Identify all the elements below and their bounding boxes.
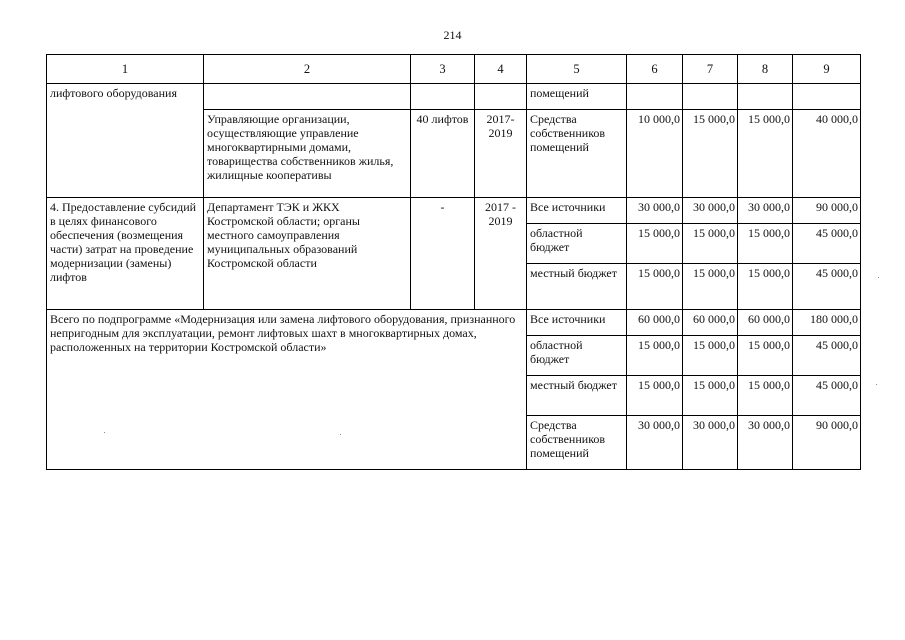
value-cell: [683, 84, 738, 110]
executor-cell: Департамент ТЭК и ЖКХ Костромской области; органы местного самоуправления муниципальных образований Костромской области: [204, 198, 411, 310]
value-cell: 15 000,0: [627, 376, 683, 416]
value-cell: [627, 84, 683, 110]
value-cell: 30 000,0: [683, 198, 738, 224]
value-cell: 45 000,0: [793, 336, 861, 376]
header-cell: 1: [47, 55, 204, 84]
value-cell: 30 000,0: [627, 198, 683, 224]
header-cell: 3: [411, 55, 475, 84]
source-cell: областной бюджет: [527, 224, 627, 264]
activity-cell: лифтового оборудования: [47, 84, 204, 198]
source-cell: Все источники: [527, 310, 627, 336]
value-cell: 15 000,0: [738, 224, 793, 264]
value-cell: 45 000,0: [793, 376, 861, 416]
value-cell: 15 000,0: [683, 376, 738, 416]
value-cell: 30 000,0: [627, 416, 683, 470]
table-row: [47, 310, 861, 336]
value-cell: 30 000,0: [683, 416, 738, 470]
funding-table: [46, 54, 861, 470]
value-cell: 15 000,0: [627, 264, 683, 310]
value-cell: 15 000,0: [738, 264, 793, 310]
value-cell: 60 000,0: [738, 310, 793, 336]
value-cell: 15 000,0: [738, 110, 793, 198]
page-number: 214: [443, 28, 462, 42]
value-cell: 60 000,0: [683, 310, 738, 336]
scan-speck: [104, 432, 105, 433]
value-cell: 15 000,0: [683, 224, 738, 264]
scan-speck: [878, 277, 879, 278]
value-cell: 15 000,0: [683, 336, 738, 376]
value-cell: 15 000,0: [627, 336, 683, 376]
subprogram-total-label: Всего по подпрограмме «Модернизация или замена лифтового оборудования, признанного непригодным для эксплуатации, ремонт лифтовых шахт в многоквартирных домах, расположенных на территории Костромской области»: [47, 310, 527, 470]
value-cell: 15 000,0: [627, 224, 683, 264]
source-cell: местный бюджет: [527, 376, 627, 416]
value-cell: 15 000,0: [683, 264, 738, 310]
value-cell: 90 000,0: [793, 416, 861, 470]
value-cell: 60 000,0: [627, 310, 683, 336]
value-cell: 45 000,0: [793, 264, 861, 310]
executor-cell: [204, 84, 411, 110]
volume-cell: 40 лифтов: [411, 110, 475, 198]
volume-cell: [411, 84, 475, 110]
table-row: [47, 84, 861, 110]
source-cell: Средства собственников помещений: [527, 416, 627, 470]
value-cell: [738, 84, 793, 110]
header-cell: 5: [527, 55, 627, 84]
value-cell: 15 000,0: [683, 110, 738, 198]
value-cell: 15 000,0: [738, 376, 793, 416]
header-cell: 9: [793, 55, 861, 84]
executor-cell: Управляющие организации, осуществляющие управление многоквартирными домами, товарищества собственников жилья, жилищные кооперативы: [204, 110, 411, 198]
volume-cell: -: [411, 198, 475, 310]
activity-cell: 4. Предоставление субсидий в целях финансового обеспечения (возмещения части) затрат на проведение модернизации (замены) лифтов: [47, 198, 204, 310]
value-cell: 15 000,0: [738, 336, 793, 376]
source-cell: Средства собственников помещений: [527, 110, 627, 198]
value-cell: 45 000,0: [793, 224, 861, 264]
source-cell: Все источники: [527, 198, 627, 224]
value-cell: 30 000,0: [738, 198, 793, 224]
header-cell: 4: [475, 55, 527, 84]
value-cell: 30 000,0: [738, 416, 793, 470]
header-cell: 7: [683, 55, 738, 84]
scan-speck: [876, 384, 877, 385]
period-cell: [475, 84, 527, 110]
table-header-row: [47, 55, 861, 84]
scan-speck: [340, 434, 341, 435]
period-cell: 2017 - 2019: [475, 198, 527, 310]
value-cell: 10 000,0: [627, 110, 683, 198]
value-cell: 90 000,0: [793, 198, 861, 224]
source-cell: помещений: [527, 84, 627, 110]
value-cell: 180 000,0: [793, 310, 861, 336]
source-cell: местный бюджет: [527, 264, 627, 310]
period-cell: 2017-2019: [475, 110, 527, 198]
header-cell: 8: [738, 55, 793, 84]
source-cell: областной бюджет: [527, 336, 627, 376]
value-cell: [793, 84, 861, 110]
value-cell: 40 000,0: [793, 110, 861, 198]
table-row: [47, 198, 861, 224]
header-cell: 2: [204, 55, 411, 84]
header-cell: 6: [627, 55, 683, 84]
